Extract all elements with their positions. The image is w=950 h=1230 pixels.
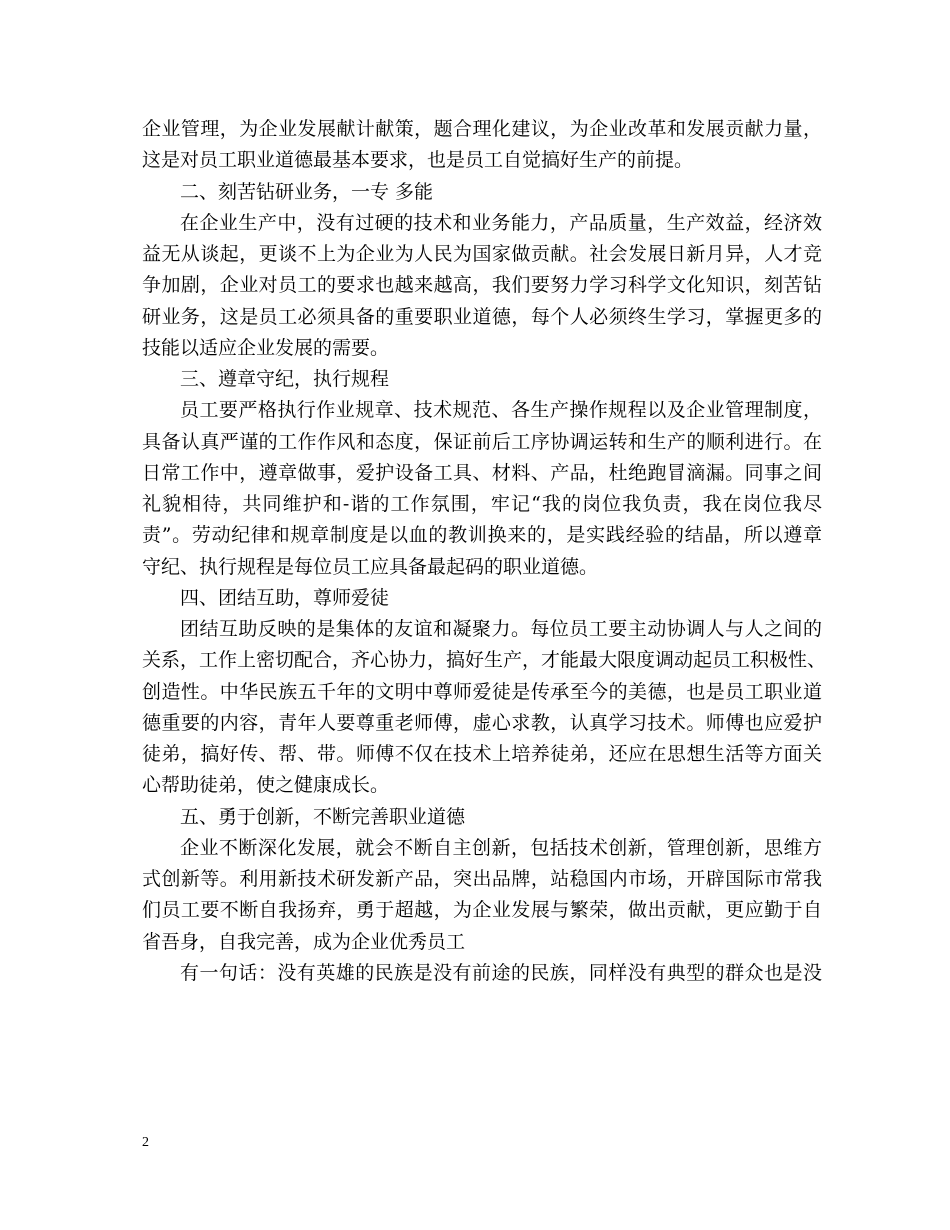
text-line: 在企业生产中，没有过硬的技术和业务能力，产品质量，生产效益，经济效 <box>180 211 822 234</box>
text-line: 有一句话：没有英雄的民族是没有前途的民族，同样没有典型的群众也是没 <box>180 961 822 984</box>
section-heading: 五、勇于创新，不断完善职业道德 <box>180 805 466 828</box>
body-text <box>142 114 827 989</box>
page-number: 2 <box>142 1135 149 1150</box>
text-line: 员工要严格执行作业规章、技术规范、各生产操作规程以及企业管理制度， <box>180 399 822 422</box>
text-line: 益无从谈起，更谈不上为企业为人民为国家做贡献。社会发展日新月异，人才竞 <box>142 243 822 265</box>
text-line: 争加剧，企业对员工的要求也越来越高，我们要努力学习科学文化知识，刻苦钻 <box>142 274 822 297</box>
text-line: 具备认真严谨的工作作风和态度，保证前后工序协调运转和生产的顺利进行。在 <box>142 430 822 453</box>
section-heading: 二、刻苦钻研业务，一专 多能 <box>180 180 434 203</box>
text-line: 日常工作中，遵章做事，爱护设备工具、材料、产品，杜绝跑冒滴漏。同事之间 <box>142 461 822 484</box>
section-heading: 四、团结互助，尊师爱徒 <box>180 586 390 609</box>
text-line: 企业不断深化发展，就会不断自主创新，包括技术创新，管理创新，思维方 <box>180 836 822 859</box>
text-line: 省吾身，自我完善，成为企业优秀员工 <box>142 930 466 953</box>
text-line: 研业务，这是员工必须具备的重要职业道德，每个人必须终生学习，掌握更多的 <box>142 305 822 328</box>
text-line: 企业管理，为企业发展献计献策，题合理化建议，为企业改革和发展贡献力量， <box>142 118 822 140</box>
text-line: 创造性。中华民族五千年的文明中尊师爱徒是传承至今的美德，也是员工职业道 <box>142 680 822 703</box>
text-line: 关系，工作上密切配合，齐心协力，搞好生产，才能最大限度调动起员工积极性、 <box>142 649 827 672</box>
text-line: 责”。劳动纪律和规章制度是以血的教训换来的，是实践经验的结晶，所以遵章 <box>142 524 822 547</box>
text-line: 徒弟，搞好传、帮、带。师傅不仅在技术上培养徒弟，还应在思想生活等方面关 <box>142 743 822 765</box>
text-line: 这是对员工职业道德最基本要求，也是员工自觉搞好生产的前提。 <box>142 149 694 172</box>
section-heading: 三、遵章守纪，执行规程 <box>180 368 390 390</box>
text-line: 们员工要不断自我扬弃，勇于超越，为企业发展与繁荣，做出贡献，更应勤于自 <box>142 899 822 922</box>
text-line: 团结互助反映的是集体的友谊和凝聚力。每位员工要主动协调人与人之间的 <box>180 618 822 640</box>
text-line: 式创新等。利用新技术研发新产品，突出品牌，站稳国内市场，开辟国际市常我 <box>142 868 822 890</box>
text-line: 心帮助徒弟，使之健康成长。 <box>142 774 390 797</box>
text-line: 礼貌相待，共同维护和-谐的工作氛围，牢记“我的岗位我负责，我在岗位我尽 <box>142 493 822 515</box>
text-line: 德重要的内容，青年人要尊重老师傅，虚心求教，认真学习技术。师傅也应爱护 <box>142 711 822 734</box>
text-line: 技能以适应企业发展的需要。 <box>142 336 390 359</box>
text-line: 守纪、执行规程是每位员工应具备最起码的职业道德。 <box>142 555 599 578</box>
